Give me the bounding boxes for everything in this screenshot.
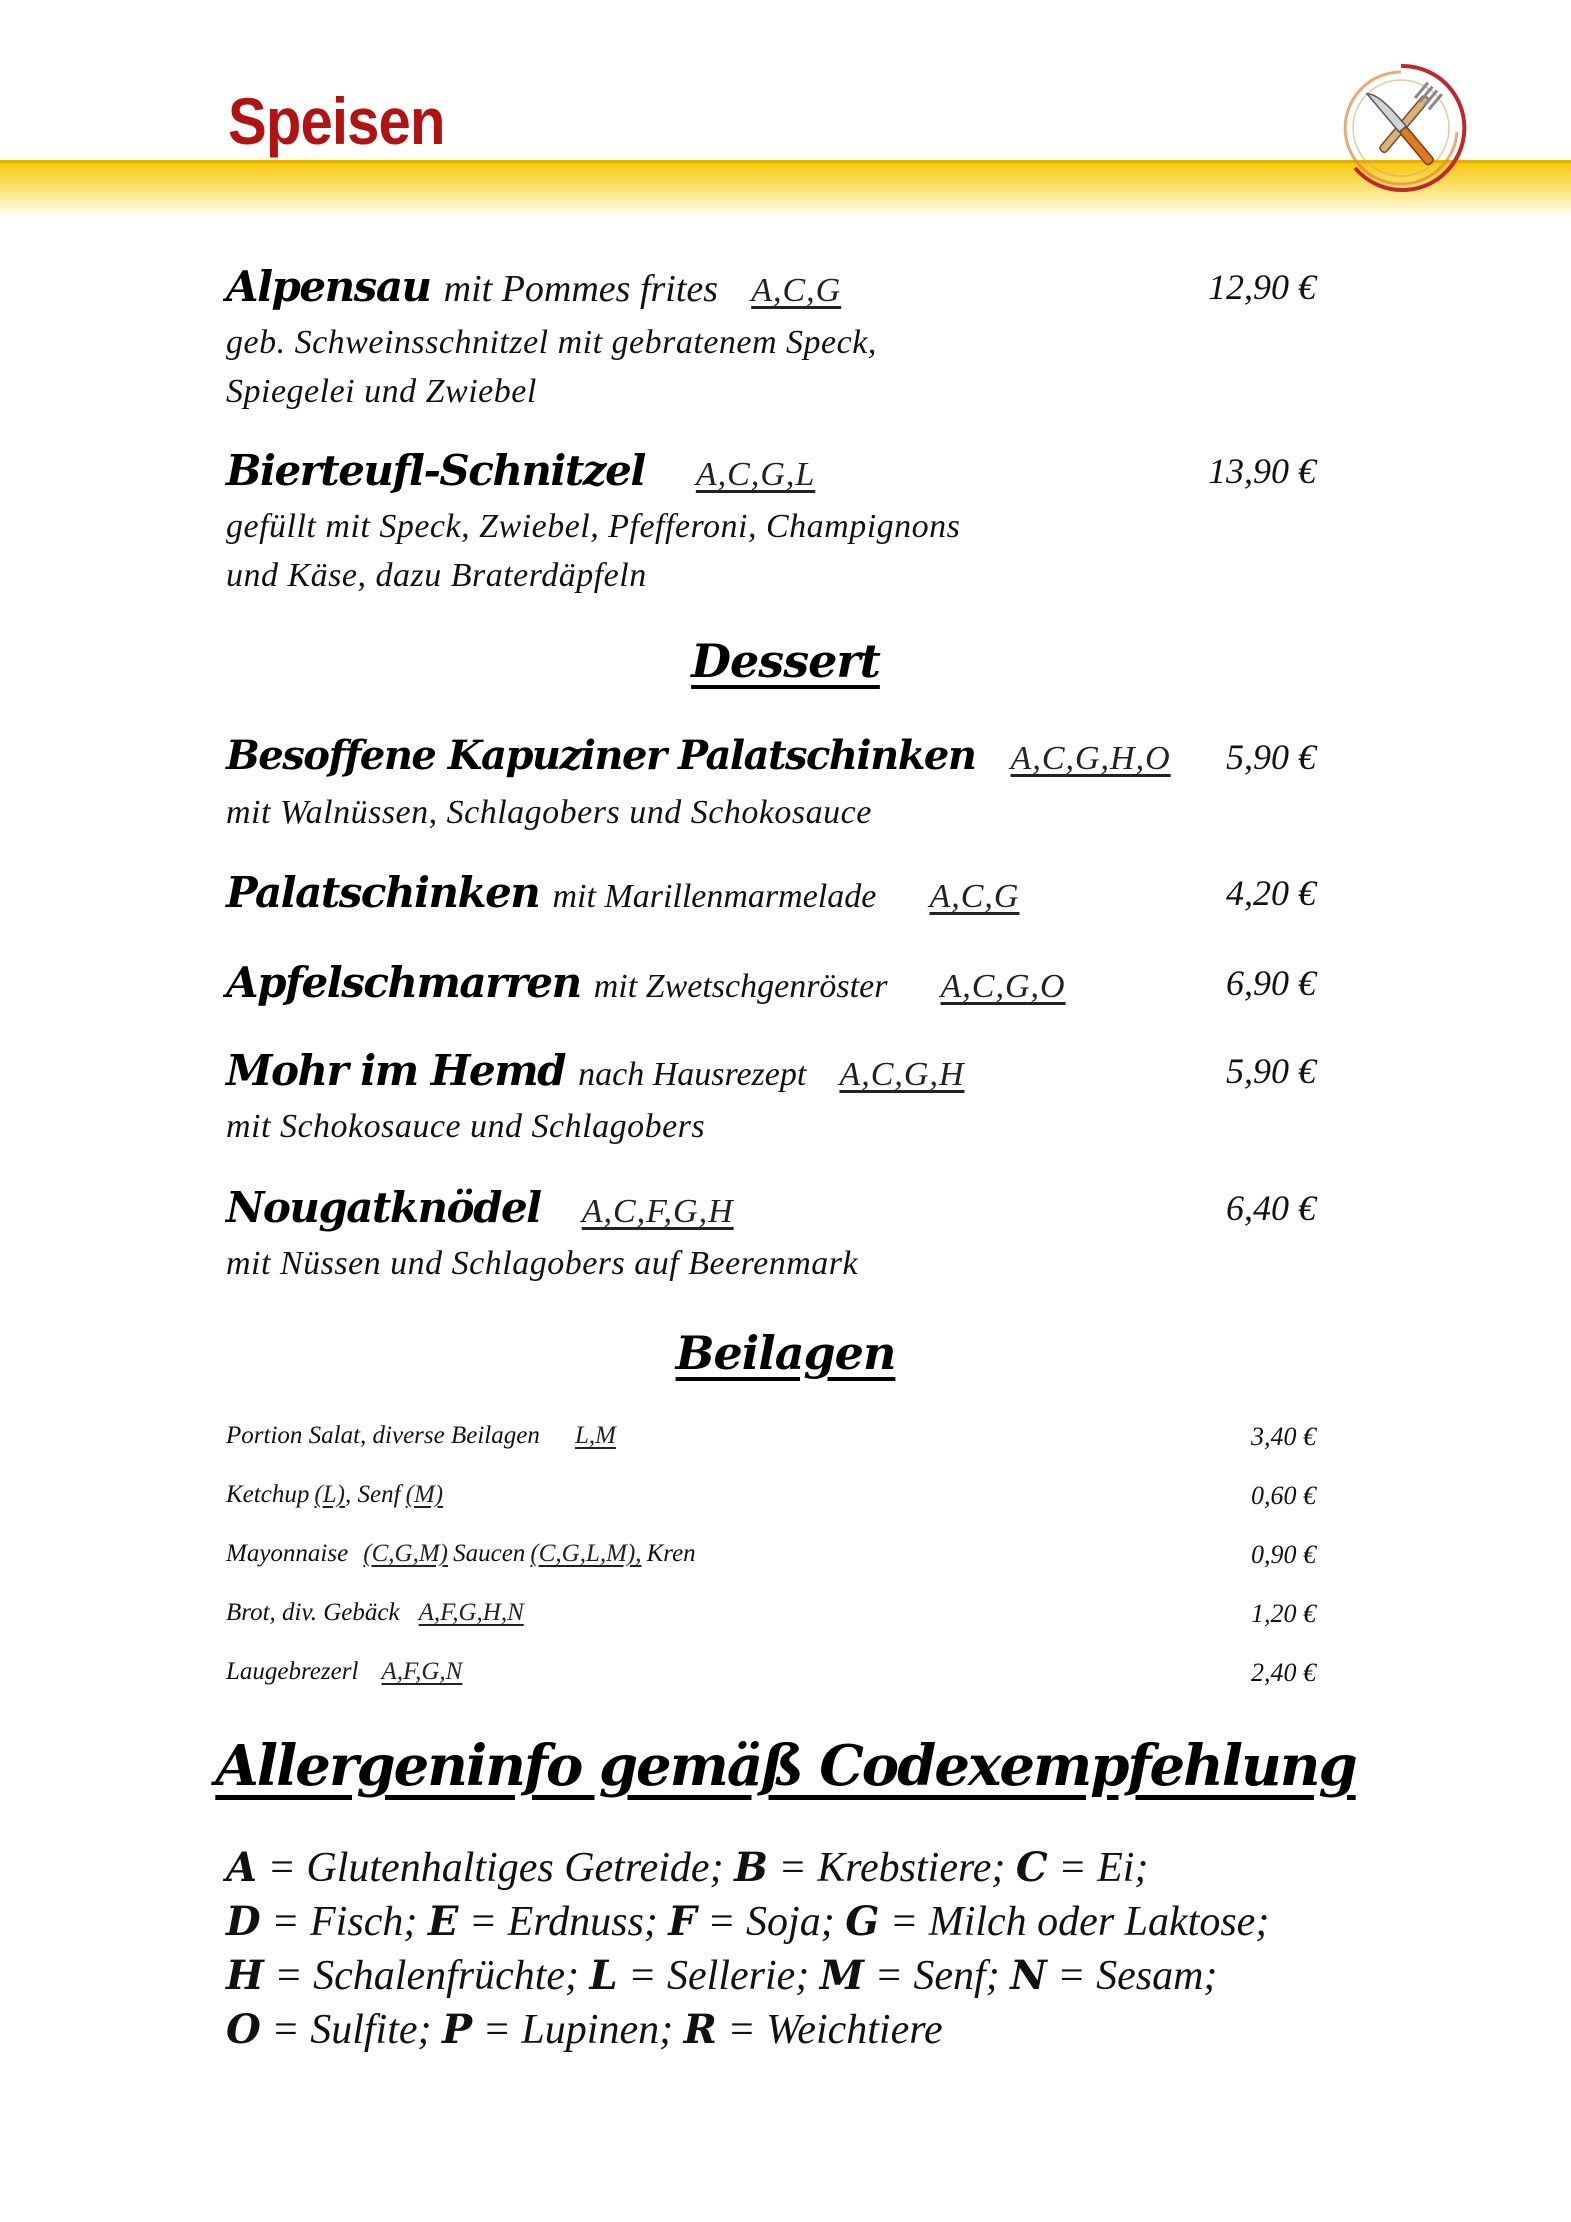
side-label: Mayonnaise (226, 1540, 349, 1567)
allergen-code: L (589, 1952, 618, 1999)
allergen-code: A (226, 1844, 258, 1891)
allergen-code: N (1010, 1952, 1047, 1999)
side-price: 3,40 € (1251, 1422, 1316, 1451)
side-price: 2,40 € (1251, 1658, 1316, 1687)
allergen-info-title: Allergeninfo gemäß Codexempfehlung (215, 1733, 1356, 1799)
allergen-code: C (1015, 1844, 1048, 1891)
allergen-desc: Weichtiere (766, 2007, 943, 2053)
dish-allergens: A,C,F,G,H (581, 1193, 734, 1230)
allergen-legend-line: A = Glutenhaltiges Getreide; B = Krebstiere; C = Ei; (226, 1844, 1149, 1891)
side-price: 0,90 € (1251, 1540, 1316, 1569)
section-title-beilagen: Beilagen (675, 1326, 896, 1380)
dish-addition: mit Pommes frites (443, 268, 719, 310)
allergen-code: B (734, 1844, 768, 1891)
side-allergens: A,F,G,N (381, 1658, 463, 1685)
fork-knife-plate-icon (1331, 58, 1471, 198)
menu-item-palatschinken (226, 868, 1316, 924)
allergen-code: O (226, 2006, 261, 2053)
dish-price: 5,90 € (1226, 1051, 1316, 1091)
dish-addition: nach Hausrezept (578, 1056, 807, 1093)
allergen-legend-line: O = Sulfite; P = Lupinen; R = Weichtiere (226, 2006, 943, 2053)
side-allergens: L,M (574, 1422, 616, 1449)
dish-allergens: A,C,G (751, 272, 842, 309)
dish-description-line: geb. Schweinsschnitzel mit gebratenem Speck, (226, 324, 877, 361)
side-label: Ketchup (226, 1481, 310, 1508)
dish-name: Nougatknödel (226, 1183, 541, 1232)
dish-description-line: und Käse, dazu Braterdäpfeln (226, 557, 647, 594)
side-item (226, 1422, 1316, 1462)
menu-item-bierteufl-schnitzel (226, 446, 1316, 600)
menu-item-nougatknoedel (226, 1183, 1316, 1288)
allergen-desc: Senf; (913, 1953, 1000, 1999)
allergen-desc: Soja; (746, 1899, 835, 1945)
menu-item-alpensau (226, 262, 1316, 416)
allergen-code: H (226, 1952, 264, 1999)
side-price: 1,20 € (1251, 1599, 1316, 1628)
allergen-desc: Erdnuss; (507, 1899, 658, 1945)
allergen-code: D (226, 1898, 261, 1945)
allergen-code: M (819, 1952, 865, 1999)
dish-addition: mit Zwetschgenröster (593, 968, 888, 1005)
allergen-desc: Glutenhaltiges Getreide; (306, 1845, 724, 1891)
dish-name: Besoffene Kapuziner Palatschinken (226, 732, 976, 779)
dish-price: 13,90 € (1208, 451, 1316, 491)
allergen-legend-line: H = Schalenfrüchte; L = Sellerie; M = Senf; N = Sesam; (226, 1952, 1218, 1999)
dish-description-line: mit Walnüssen, Schlagobers und Schokosauce (226, 794, 872, 831)
allergen-desc: Fisch; (310, 1899, 418, 1945)
dish-price: 5,90 € (1226, 737, 1316, 777)
menu-item-besoffene-kapuziner (226, 732, 1316, 837)
dish-description-line: mit Nüssen und Schlagobers auf Beerenmark (226, 1245, 859, 1282)
allergen-desc: Milch oder Laktose; (928, 1899, 1270, 1945)
dish-description-line: mit Schokosauce und Schlagobers (226, 1108, 706, 1145)
side-label: Brot, div. Gebäck (226, 1599, 400, 1626)
side-label: Portion Salat, diverse Beilagen (226, 1422, 540, 1449)
allergen-code: R (683, 2006, 717, 2053)
dish-price: 4,20 € (1226, 873, 1316, 913)
side-item (226, 1540, 1316, 1580)
allergen-code: E (427, 1898, 459, 1945)
dish-allergens: A,C,G,O (940, 968, 1066, 1005)
dish-price: 6,90 € (1226, 963, 1316, 1003)
side-label: Saucen (453, 1540, 526, 1567)
dish-name: Alpensau (226, 262, 431, 311)
side-allergens: (C,G,L,M), (530, 1540, 642, 1567)
dish-addition: mit Marillenmarmelade (552, 878, 877, 915)
dish-allergens: A,C,G (929, 878, 1020, 915)
dish-name: Palatschinken (226, 868, 540, 917)
allergen-desc: Krebstiere; (817, 1845, 1006, 1891)
dish-allergens: A,C,G,H (839, 1056, 965, 1093)
allergen-code: F (668, 1898, 697, 1945)
side-item (226, 1599, 1316, 1639)
dish-price: 12,90 € (1208, 267, 1316, 307)
dish-name: Bierteufl-Schnitzel (226, 446, 645, 495)
side-label: Kren (646, 1540, 696, 1567)
side-item (226, 1658, 1316, 1698)
side-label: , Senf (344, 1481, 401, 1508)
section-title-dessert: Dessert (691, 634, 880, 688)
dish-allergens: A,C,G,L (695, 456, 816, 493)
allergen-code: P (442, 2006, 473, 2053)
side-allergens: (L) (314, 1481, 345, 1508)
allergen-desc: Lupinen; (521, 2007, 674, 2053)
side-label: Laugebrezerl (226, 1658, 359, 1685)
dish-name: Apfelschmarren (226, 958, 581, 1007)
allergen-desc: Sulfite; (310, 2007, 432, 2053)
dish-price: 6,40 € (1226, 1188, 1316, 1228)
dish-description-line: gefüllt mit Speck, Zwiebel, Pfefferoni, Champignons (226, 508, 961, 545)
side-allergens: A,F,G,H,N (418, 1599, 524, 1626)
dish-allergens: A,C,G,H,O (1010, 740, 1171, 777)
side-allergens: (C,G,M) (363, 1540, 449, 1567)
side-item (226, 1481, 1316, 1521)
allergen-desc: Sesam; (1096, 1953, 1218, 1999)
menu-item-apfelschmarren (226, 958, 1316, 1014)
dish-description-line: Spiegelei und Zwiebel (226, 373, 537, 410)
page-title: Speisen (228, 84, 445, 158)
dish-name: Mohr im Hemd (226, 1046, 566, 1095)
side-price: 0,60 € (1251, 1481, 1316, 1510)
allergen-legend-line: D = Fisch; E = Erdnuss; F = Soja; G = Milch oder Laktose; (226, 1898, 1270, 1945)
allergen-desc: Sellerie; (667, 1953, 810, 1999)
menu-item-mohr-im-hemd (226, 1046, 1316, 1151)
allergen-desc: Ei; (1097, 1845, 1149, 1891)
side-allergens: (M) (405, 1481, 444, 1508)
allergen-code: G (845, 1898, 880, 1945)
allergen-desc: Schalenfrüchte; (313, 1953, 580, 1999)
